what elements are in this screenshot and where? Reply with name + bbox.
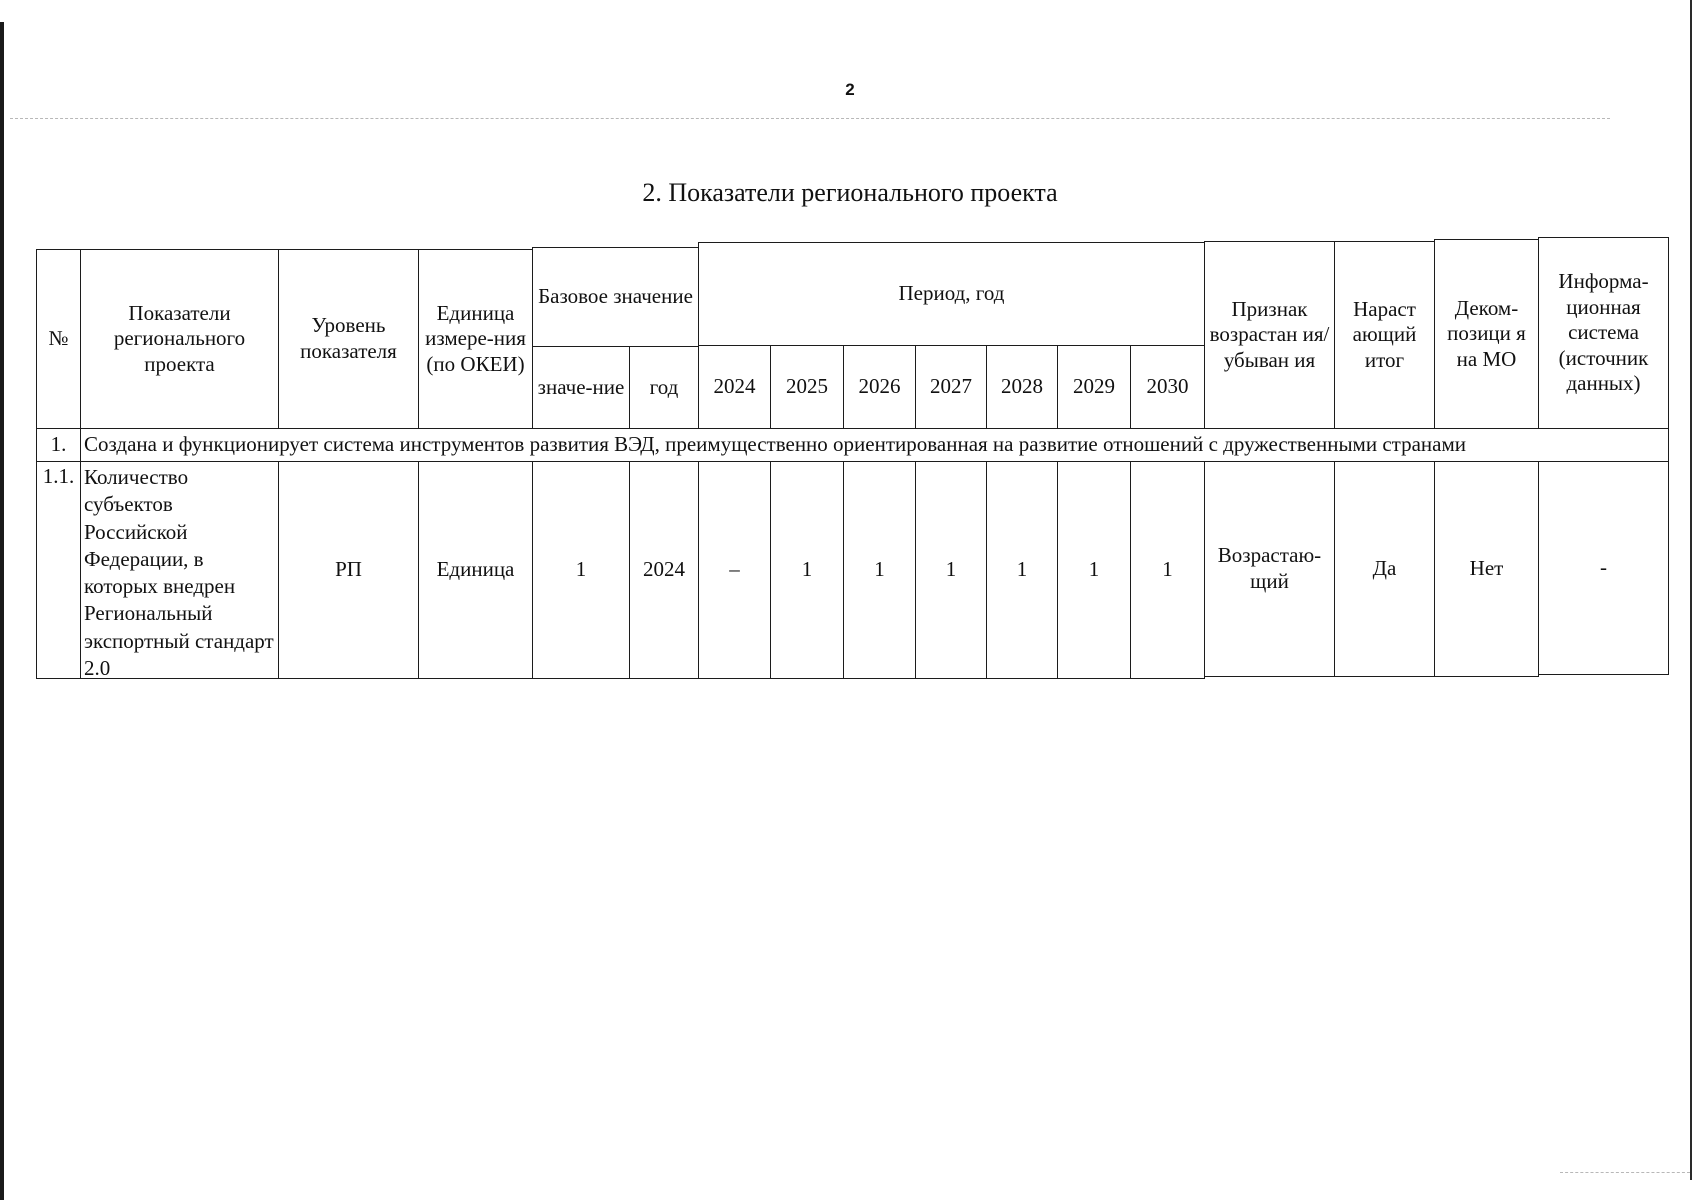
header-info-system: Информа-ционная система (источник данных) — [1538, 237, 1669, 429]
row-value-2025: 1 — [770, 461, 844, 679]
row-decomposition: Нет — [1434, 461, 1539, 677]
header-number: № — [36, 249, 81, 429]
header-growth-sign: Признак возрастан ия/убыван ия — [1204, 241, 1335, 429]
header-year-2024: 2024 — [698, 345, 771, 429]
header-year-2026: 2026 — [843, 345, 916, 429]
header-year-2027: 2027 — [915, 345, 987, 429]
section-title-row: Создана и функционирует система инструментов развития ВЭД, преимущественно ориентированная на развитие отношений с дружественными странами — [80, 428, 1669, 462]
row-value-2028: 1 — [986, 461, 1058, 679]
row-value-2030: 1 — [1130, 461, 1205, 679]
section-number: 1. — [36, 428, 81, 462]
page-number: 2 — [845, 80, 855, 99]
header-year-2029: 2029 — [1057, 345, 1131, 429]
header-unit: Единица измере-ния (по ОКЕИ) — [418, 249, 533, 429]
header-year-2030: 2030 — [1130, 345, 1205, 429]
row-value-2024: – — [698, 461, 771, 679]
header-year-2025: 2025 — [770, 345, 844, 429]
page-title: 2. Показатели регионального проекта — [642, 178, 1058, 207]
row-base-value: 1 — [532, 461, 630, 679]
header-decomposition: Деком-позици я на МО — [1434, 239, 1539, 429]
header-period-group: Период, год — [698, 242, 1205, 346]
row-value-2026: 1 — [843, 461, 916, 679]
row-unit: Единица — [418, 461, 533, 679]
header-level: Уровень показателя — [278, 249, 419, 429]
header-cumulative: Нараст ающий итог — [1334, 241, 1435, 429]
row-indicator: Количество субъектов Российской Федерации, в которых внедрен Региональный экспортный стандарт 2.0 — [80, 461, 279, 679]
row-value-2029: 1 — [1057, 461, 1131, 679]
row-growth-sign: Возрастаю-щий — [1204, 461, 1335, 677]
header-indicator: Показатели регионального проекта — [80, 249, 279, 429]
row-value-2027: 1 — [915, 461, 987, 679]
row-base-year: 2024 — [629, 461, 699, 679]
header-base-value-group: Базовое значение — [532, 247, 699, 347]
row-level: РП — [278, 461, 419, 679]
header-base-year: год — [629, 346, 699, 429]
row-info-system: - — [1538, 461, 1669, 675]
header-year-2028: 2028 — [986, 345, 1058, 429]
row-cumulative: Да — [1334, 461, 1435, 677]
header-base-value: значе-ние — [532, 346, 630, 429]
row-number: 1.1. — [36, 461, 81, 679]
